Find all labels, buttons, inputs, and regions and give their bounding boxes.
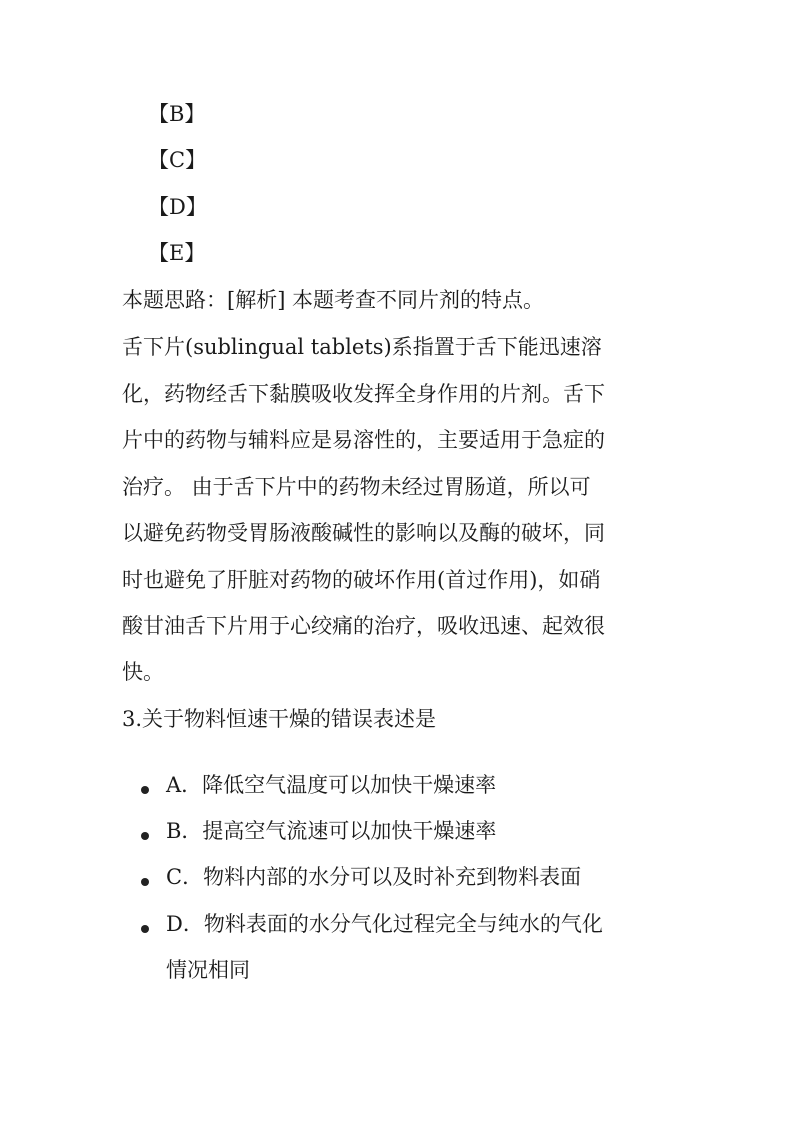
option-d-label: 【D】 [148,195,207,219]
bullet-icon [141,878,149,886]
option-e-label: 【E】 [148,241,206,265]
analysis-line: 片中的药物与辅料应是易溶性的，主要适用于急症的 [122,428,605,452]
analysis-line: 以避免药物受胃肠液酸碱性的影响以及酶的破坏，同 [122,521,605,545]
choice-d: D．物料表面的水分气化过程完全与纯水的气化 [166,912,603,936]
choice-a: A．降低空气温度可以加快干燥速率 [166,773,497,797]
bullet-icon [141,925,149,933]
analysis-line: 化，药物经舌下黏膜吸收发挥全身作用的片剂。舌下 [122,382,605,406]
bullet-icon [141,786,149,794]
option-c-label: 【C】 [148,148,207,172]
question-stem: 3.关于物料恒速干燥的错误表述是 [122,707,437,731]
choice-b: B．提高空气流速可以加快干燥速率 [166,819,497,843]
analysis-line: 酸甘油舌下片用于心绞痛的治疗，吸收迅速、起效很 [122,614,605,638]
analysis-line: 快。 [122,660,164,684]
option-b-label: 【B】 [148,102,206,126]
analysis-line: 时也避免了肝脏对药物的破坏作用(首过作用)，如硝 [122,568,601,592]
analysis-heading: 本题思路：[解析] 本题考查不同片剂的特点。 [122,288,545,312]
analysis-line: 舌下片(sublingual tablets)系指置于舌下能迅速溶 [122,335,602,359]
choice-d-continuation: 情况相同 [166,958,250,982]
bullet-icon [141,832,149,840]
analysis-line: 治疗。 由于舌下片中的药物未经过胃肠道，所以可 [122,475,591,499]
choice-c: C．物料内部的水分可以及时补充到物料表面 [166,865,582,889]
